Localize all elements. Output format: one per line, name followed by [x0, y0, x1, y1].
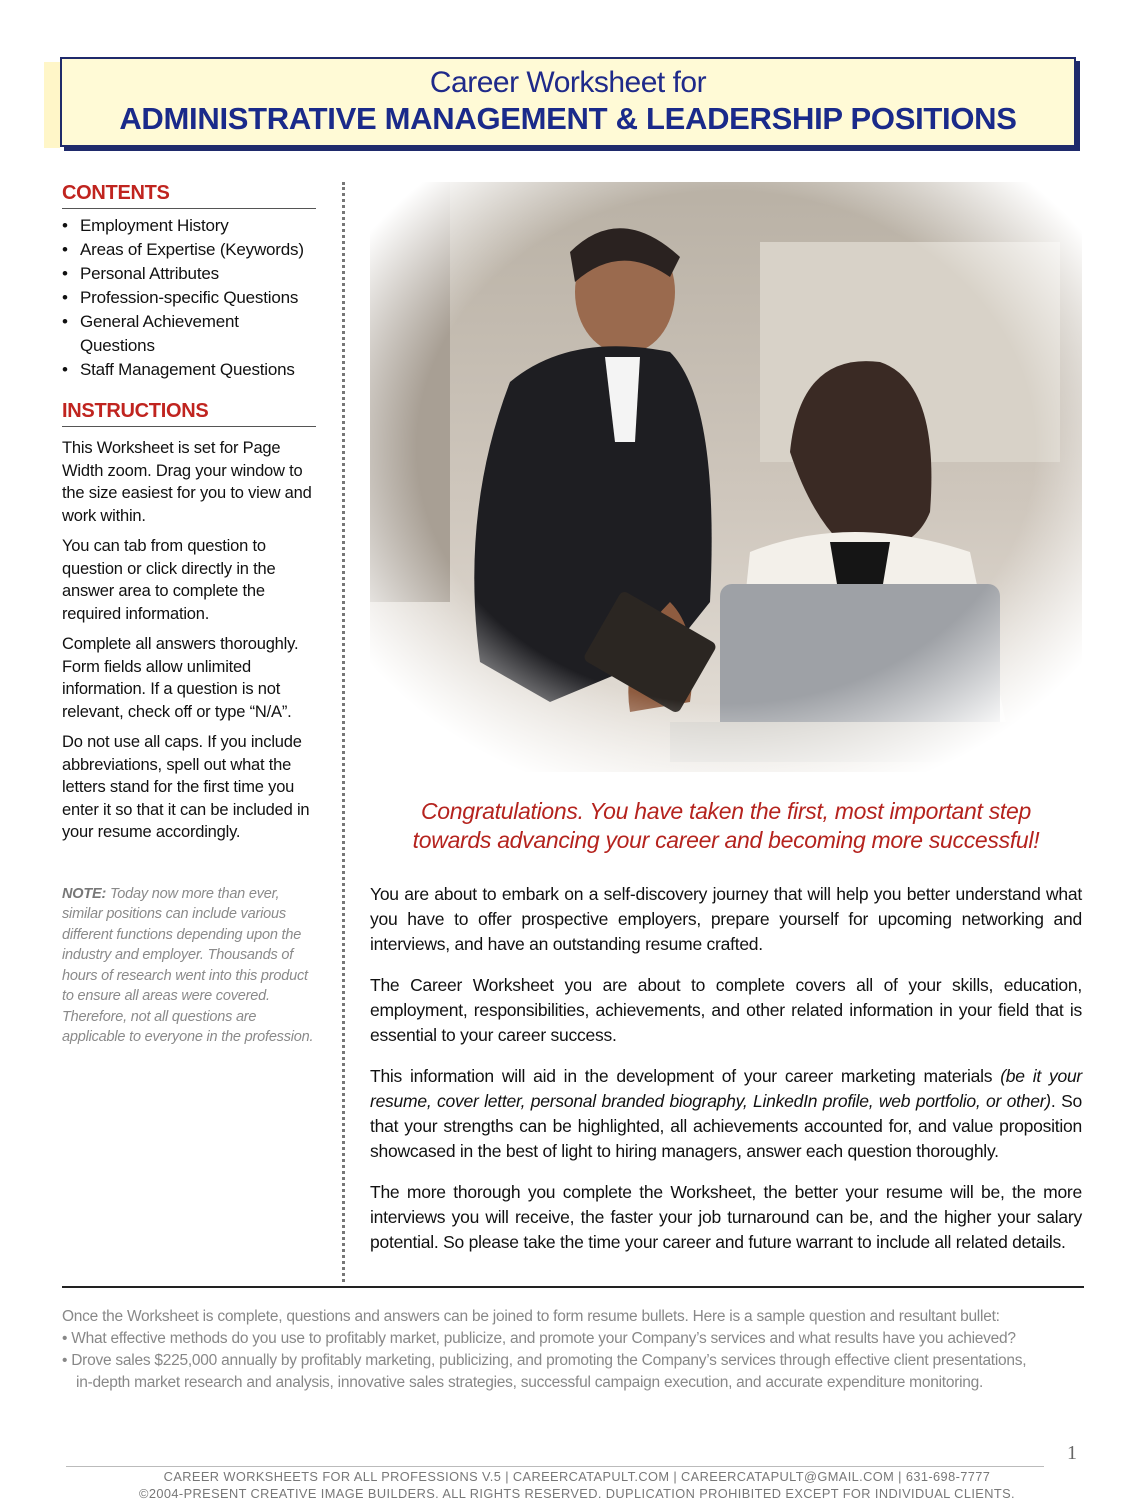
title-accent [44, 62, 60, 148]
page-number: 1 [1067, 1442, 1077, 1464]
congrats-line-1: Congratulations. You have taken the first, most important step [421, 798, 1031, 824]
para3-start: This information will aid in the development of your career marketing materials [370, 1066, 1001, 1086]
contents-item[interactable]: • Areas of Expertise (Keywords) [62, 238, 316, 262]
intro-paragraph: You are about to embark on a self-discovery journey that will help you better understand what you have to offer prospective employers, prepare yourself for upcoming networking and interviews, and have an outstanding resume crafted. [370, 884, 1082, 954]
sample-question: • What effective methods do you use to profitably market, publicize, and promote your Company’s services and what results have you achieved? [62, 1330, 1016, 1347]
congrats-line-2: towards advancing your career and becoming more successful! [412, 827, 1040, 853]
para3-italic: (be it your resume, cover letter, personal branded biography, LinkedIn profile, web portfolio, or other) [370, 1066, 1083, 1111]
sample-bullet-section [62, 1306, 1092, 1394]
contents-item[interactable]: • Personal Attributes [62, 262, 316, 286]
instruction-paragraph: You can tab from question to question or click directly in the answer area to complete the required information. [62, 537, 276, 623]
instruction-paragraph: Do not use all caps. If you include abbreviations, spell out what the letters stand for the first time you enter it so that it can be included in your resume accordingly. [62, 733, 310, 841]
footer-copyright: ©2004-PRESENT CREATIVE IMAGE BUILDERS. ALL RIGHTS RESERVED. DUPLICATION PROHIBITED EXCEPT FOR INDIVIDUAL CLIENTS. [139, 1486, 1015, 1501]
note-label: NOTE: [62, 885, 107, 902]
sample-bullet-line-1: • Drove sales $225,000 annually by profitably marketing, publicizing, and promoting the Company’s services through effective client presentations, [62, 1352, 1027, 1369]
section-divider [62, 1286, 1084, 1288]
footer [62, 1468, 1092, 1502]
instruction-paragraph: Complete all answers thoroughly. Form fields allow unlimited information. If a question is not relevant, check off or type “N/A”. [62, 635, 299, 721]
note-text [62, 884, 316, 1048]
title-line-1: Career Worksheet for [429, 66, 707, 99]
para3-end: . So that your strengths can be highlighted, all achievements accounted for, and value proposition showcased in the best of light to hiring managers, answer each question thoroughly. [370, 1091, 1082, 1161]
contents-item[interactable]: • General Achievement Questions [62, 310, 316, 358]
header-photo [370, 182, 1082, 772]
sample-bullet-line-2: in-depth market research and analysis, innovative sales strategies, successful campaign execution, and accurate expenditure monitoring. [76, 1374, 984, 1391]
instruction-paragraph: This Worksheet is set for Page Width zoom. Drag your window to the size easiest for you to view and work within. [62, 439, 312, 525]
congratulations-message [370, 797, 1082, 855]
title-line-2: ADMINISTRATIVE MANAGEMENT & LEADERSHIP POSITIONS [119, 101, 1017, 136]
note-body: Today now more than ever, similar positions can include various different functions depending upon the industry and employer. Thousands of hours of research went into this product to ensure all areas were covered. Therefore, not all questions are applicable to everyone in the profession. [62, 885, 314, 1045]
title-banner [60, 57, 1076, 147]
instructions-text [62, 437, 316, 844]
contents-item[interactable]: • Staff Management Questions [62, 358, 316, 382]
intro-paragraph: The Career Worksheet you are about to complete covers all of your skills, education, employment, responsibilities, achievements, and other related information in your field that is essential to your career success. [370, 975, 1082, 1045]
sidebar [62, 182, 316, 1048]
intro-body [370, 882, 1082, 1271]
footer-contact: CAREER WORKSHEETS FOR ALL PROFESSIONS V.5 | CAREERCATAPULT.COM | CAREERCATAPULT@GMAIL.COM | 631-698-7777 [163, 1469, 991, 1484]
office-scene-illustration [370, 182, 1082, 772]
contents-heading: CONTENTS [62, 182, 316, 209]
sample-intro: Once the Worksheet is complete, questions and answers can be joined to form resume bullets. Here is a sample question and resultant bullet: [62, 1308, 1000, 1325]
contents-list [62, 214, 316, 382]
column-divider [342, 182, 345, 1282]
footer-divider [66, 1466, 1044, 1467]
instructions-heading: INSTRUCTIONS [62, 400, 316, 427]
intro-paragraph: The more thorough you complete the Worksheet, the better your resume will be, the more interviews you will receive, the faster your job turnaround can be, and the higher your salary potential. So please take the time your career and future warrant to include all related details. [370, 1182, 1082, 1252]
intro-paragraph [370, 1064, 1082, 1164]
contents-item[interactable]: • Employment History [62, 214, 316, 238]
contents-item[interactable]: • Profession-specific Questions [62, 286, 316, 310]
